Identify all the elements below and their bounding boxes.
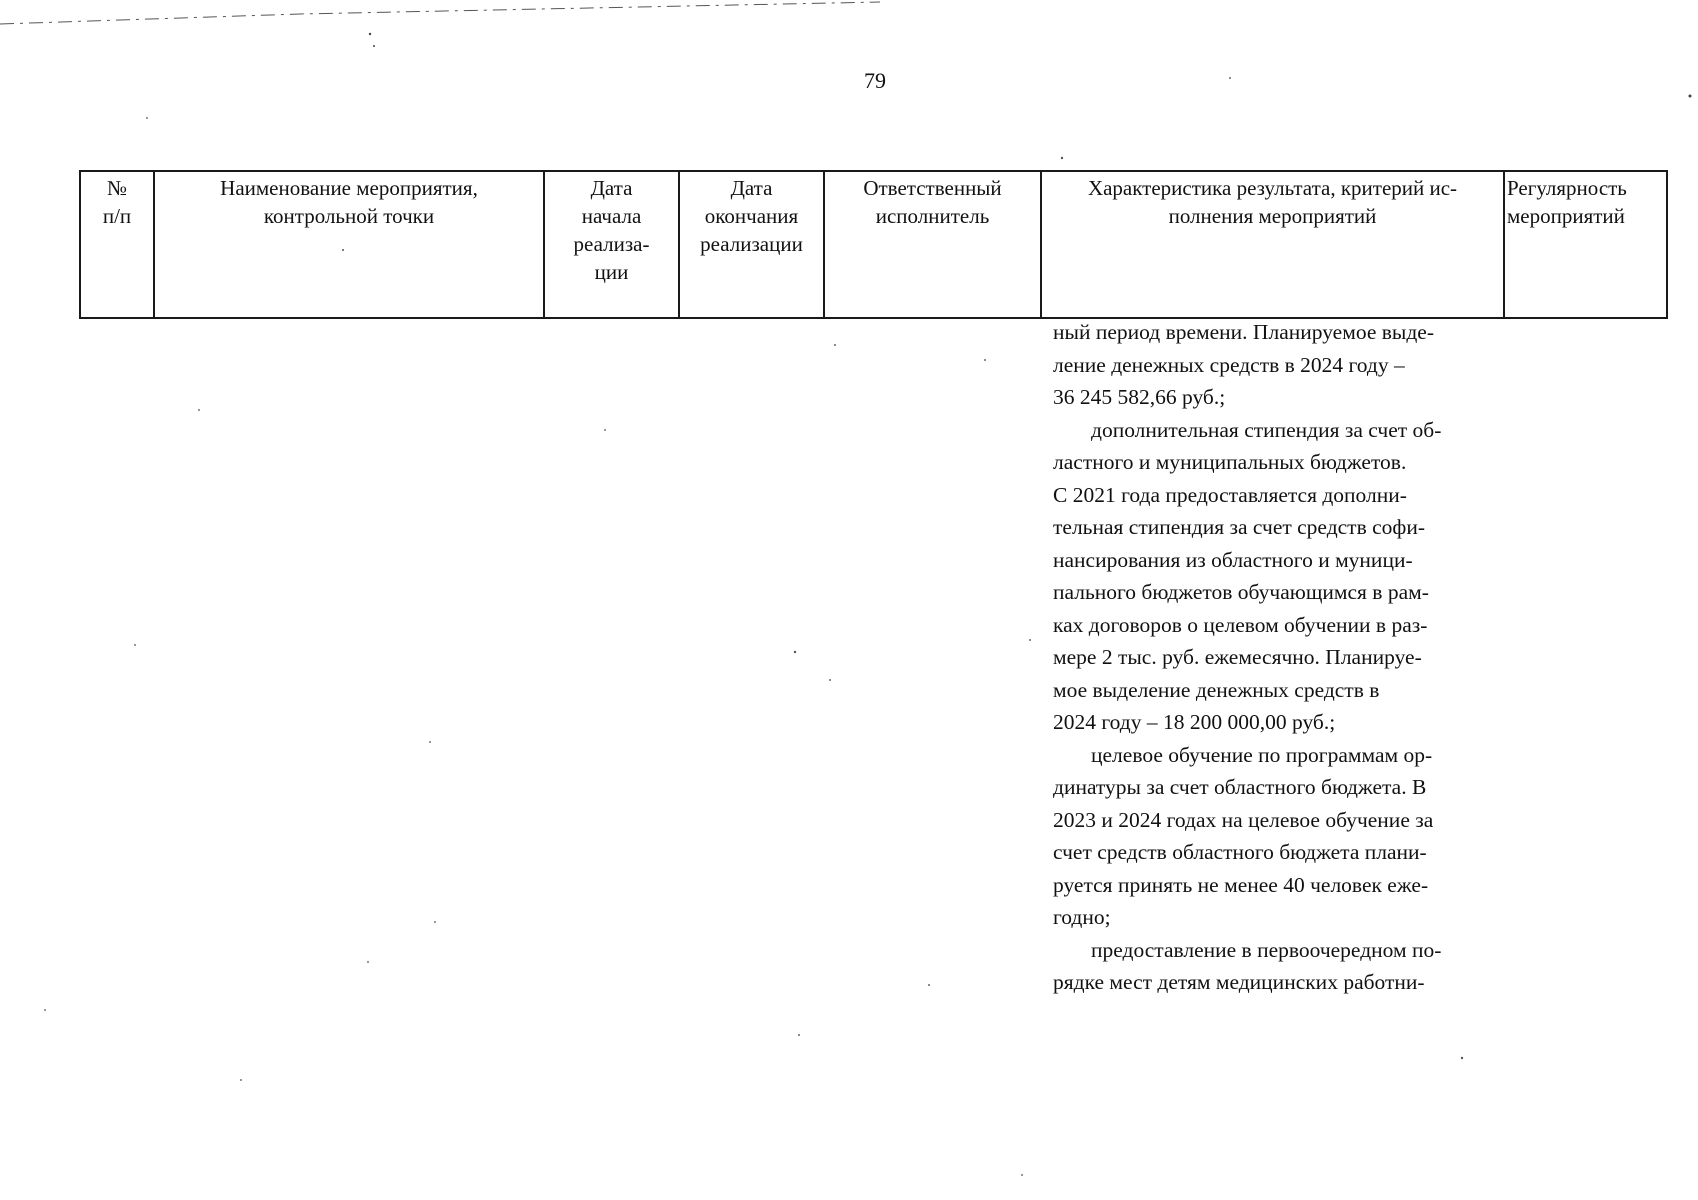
paragraph-stipend-details: С 2021 года предоставляется дополни- тельная стипендия за счет средств софи- нансирования из областного и муници- пального бюджетов обучающимся в рам- ках договоров о целевом обучении в раз- мере 2 тыс. руб. ежемесячно. Планируе- мое выделение денежных средств в 2024 году – 18 200 000,00 руб.; xyxy=(1053,482,1429,734)
header-end-date-label: Дата окончания реализации xyxy=(700,176,803,256)
header-number-label: № п/п xyxy=(102,176,132,228)
paragraph-residency-training: целевое обучение по программам ор- динатуры за счет областного бюджета. В 2023 и 2024 годах на целевое обучение за счет средств областного бюджета плани- руется принять не менее 40 человек еже- годно; xyxy=(1053,742,1434,929)
header-regularity xyxy=(1504,171,1667,318)
header-end-date xyxy=(679,171,824,318)
paragraph-additional-stipend: дополнительная стипендия за счет об- ластного и муниципальных бюджетов. xyxy=(1053,417,1442,474)
page-number: 79 xyxy=(864,68,886,93)
header-start-date xyxy=(544,171,679,318)
paragraph-funding-continuation: ный период времени. Планируемое выде- ление денежных средств в 2024 году – 36 245 582,66 руб.; xyxy=(1053,320,1434,409)
header-number xyxy=(80,171,154,318)
header-result-characteristic-label: Характеристика результата, критерий ис- полнения мероприятий xyxy=(1087,176,1458,228)
header-regularity-label: Регулярность мероприятий xyxy=(1507,176,1627,228)
header-table xyxy=(79,170,1668,319)
header-result-characteristic xyxy=(1041,171,1504,318)
header-event-name xyxy=(154,171,544,318)
header-responsible-label: Ответственный исполнитель xyxy=(863,176,1002,228)
header-row xyxy=(80,171,1667,318)
header-responsible xyxy=(824,171,1041,318)
result-characteristic-text xyxy=(1053,316,1493,999)
scan-edge-line xyxy=(0,0,880,30)
header-start-date-label: Дата начала реализа- ции xyxy=(573,176,650,284)
header-event-name-label: Наименование мероприятия, контрольной точки xyxy=(220,176,478,228)
paragraph-priority-places: предоставление в первоочередном по- рядке мест детям медицинских работни- xyxy=(1053,937,1442,994)
